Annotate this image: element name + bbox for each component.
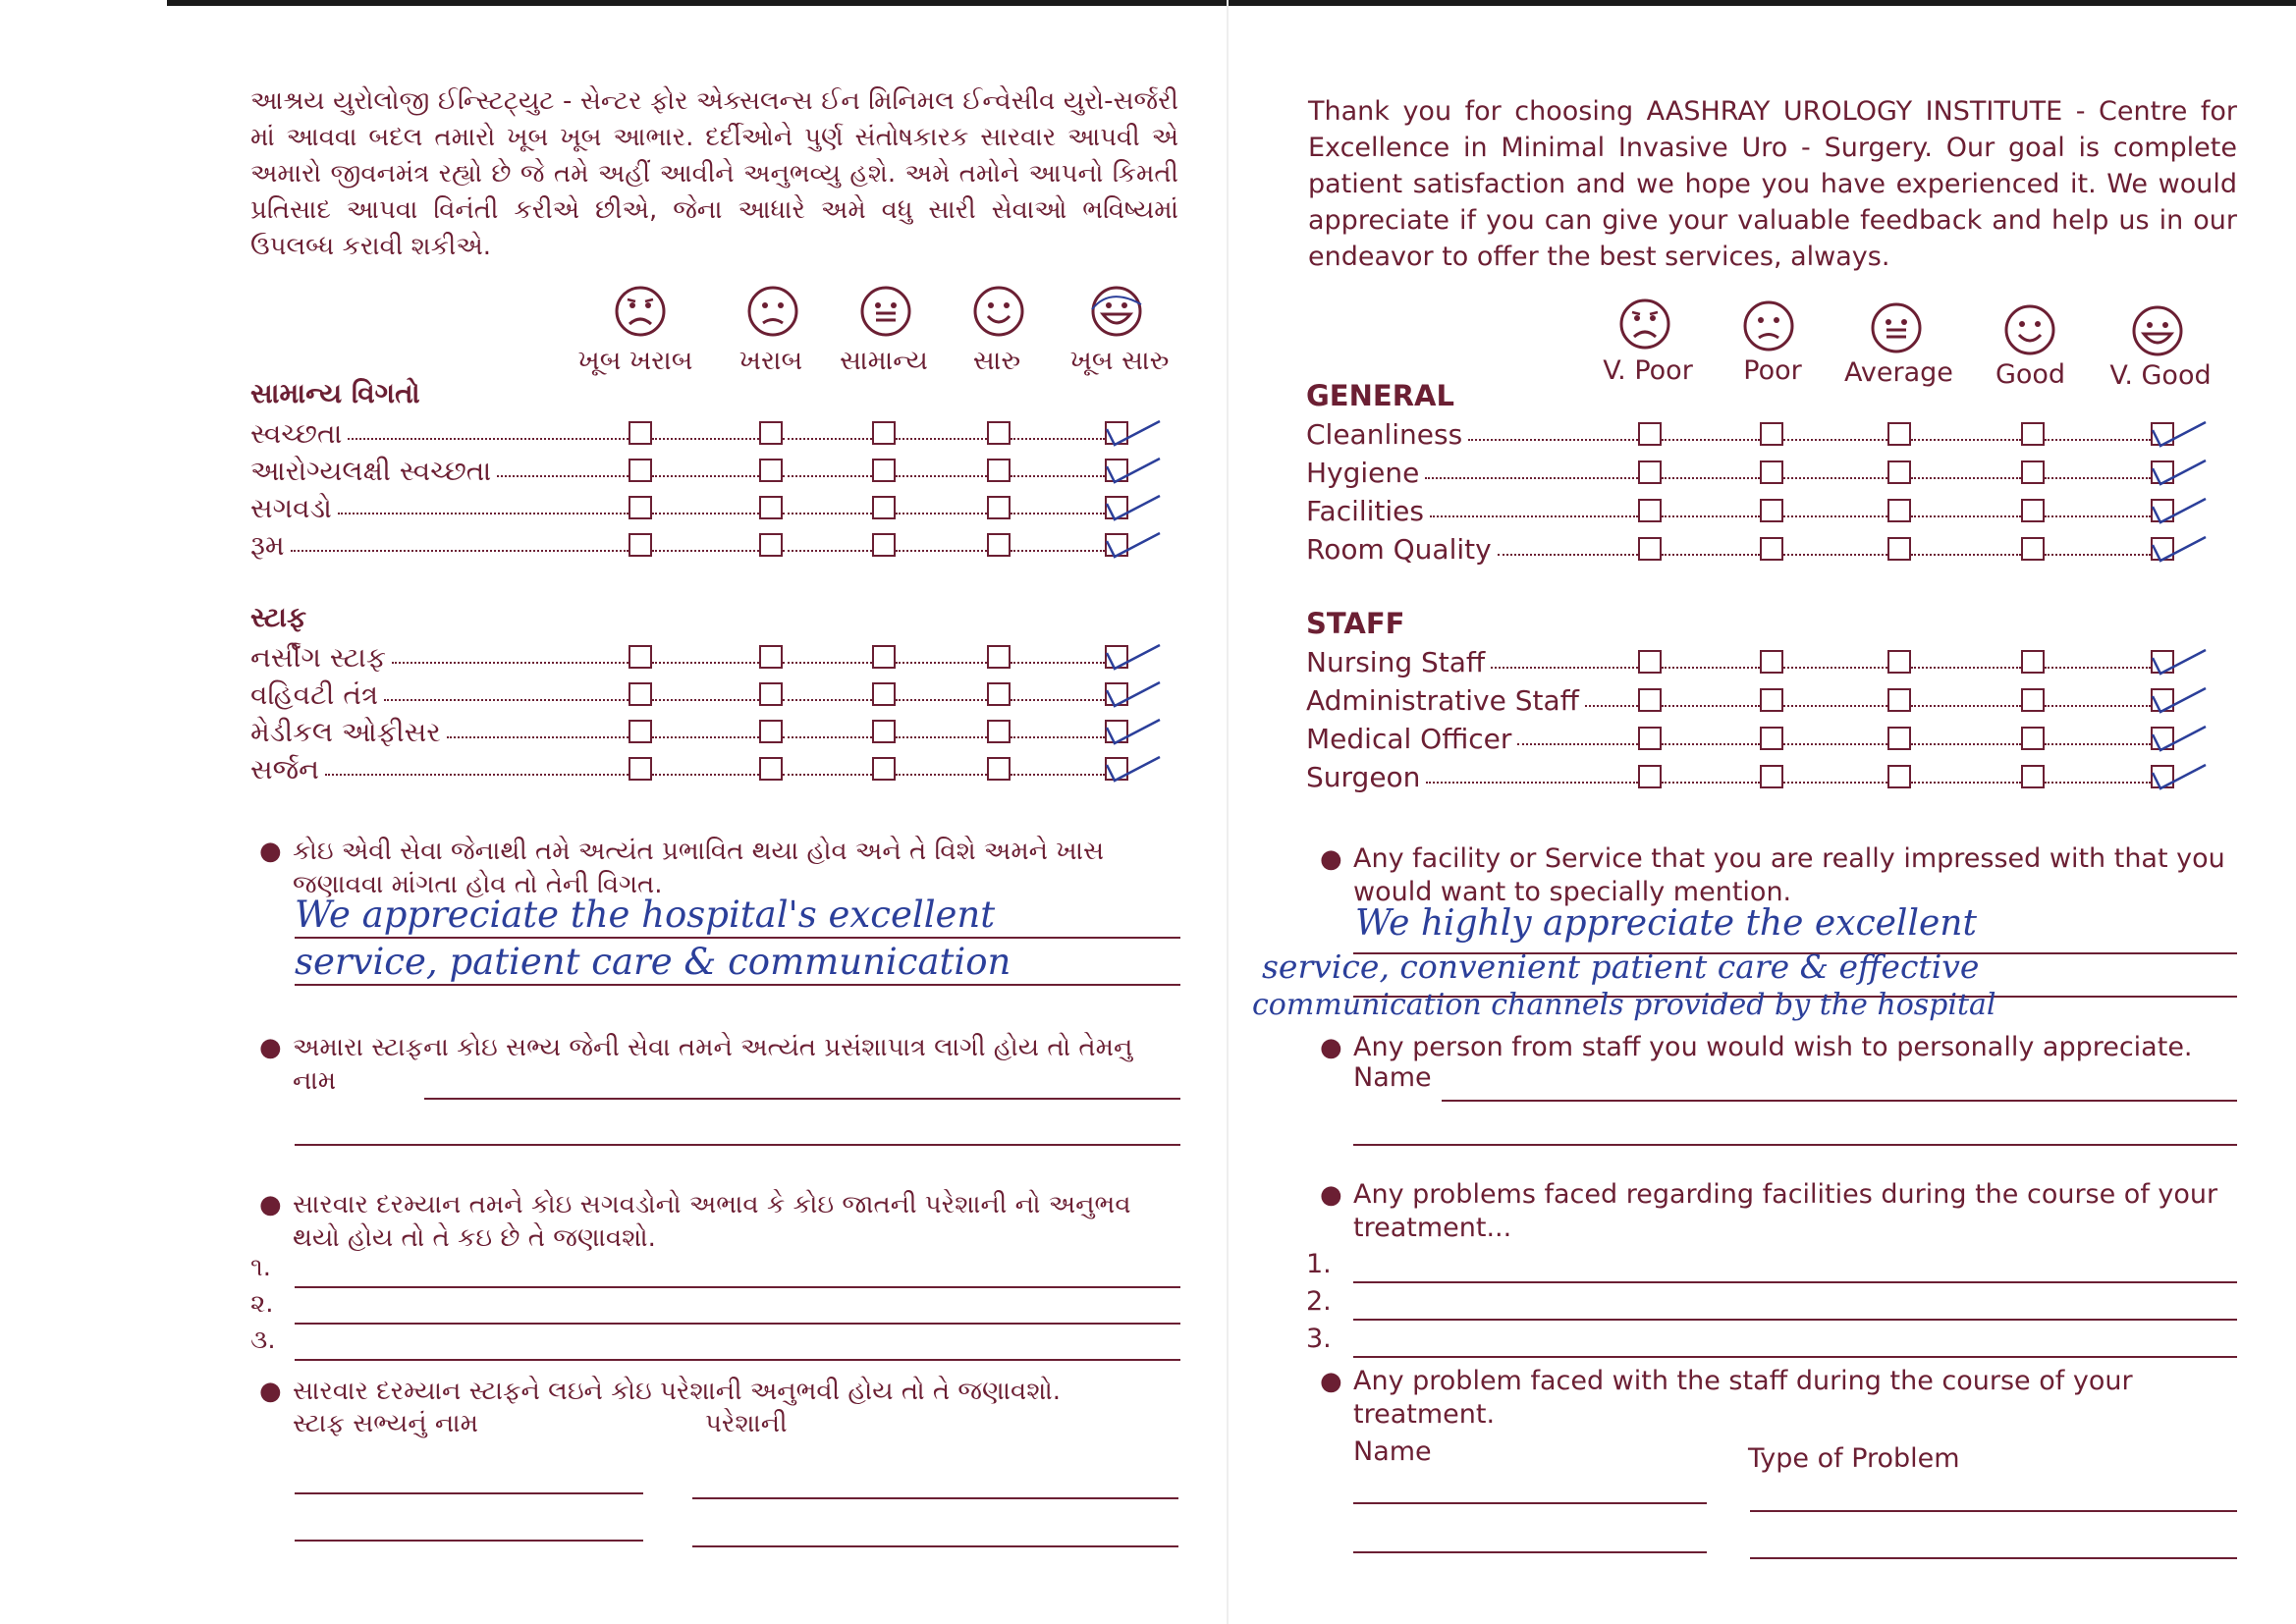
bullet-icon: ● <box>1320 1180 1342 1210</box>
dotted-leader <box>1662 554 1760 556</box>
checkbox-good[interactable] <box>2021 460 2045 484</box>
checkbox-very-poor[interactable] <box>629 645 652 669</box>
rating-row <box>250 753 1144 786</box>
dotted-leader <box>2045 477 2151 479</box>
rating-row <box>250 529 1144 563</box>
checkbox-average[interactable] <box>872 459 896 482</box>
dotted-leader <box>896 662 987 664</box>
checkbox-good[interactable] <box>2021 727 2045 750</box>
question-facility-problems <box>259 1188 1181 1255</box>
dotted-leader <box>1517 743 1638 745</box>
rating-row <box>1306 495 2190 528</box>
problem-type-line[interactable] <box>1750 1510 2237 1512</box>
checkbox-good[interactable] <box>987 682 1011 706</box>
dotted-leader <box>652 774 759 776</box>
checkbox-poor[interactable] <box>759 533 783 557</box>
dotted-leader <box>2045 554 2151 556</box>
checkbox-poor[interactable] <box>1760 688 1783 712</box>
checkbox-poor[interactable] <box>1760 537 1783 561</box>
row-label: નર્સીંગ સ્ટાફ <box>250 641 386 674</box>
dotted-leader <box>1911 705 2021 707</box>
dotted-leader <box>1783 439 1887 441</box>
problem-type-label: પરેશાની <box>705 1409 788 1438</box>
question-text: કોઇ એવી સેવા જેનાથી તમે અત્યંત પ્રભાવિત થયા હોવ અને તે વિશે અમને ખાસ જણાવવા માંગતા હોવ તો તેની વિગત. <box>293 837 1105 899</box>
dotted-leader <box>896 699 987 701</box>
average-face-icon <box>859 285 912 338</box>
problem-type-line[interactable] <box>692 1497 1178 1499</box>
dotted-leader <box>1911 667 2021 669</box>
dotted-leader <box>783 662 872 664</box>
problem-line-3[interactable] <box>295 1359 1180 1361</box>
question-text: સારવાર દરમ્યાન તમને કોઇ સગવડોનો અભાવ કે કોઇ જાતની પરેશાની નો અનુભવ થયો હોય તો તે કઇ છે તે જણાવશો. <box>293 1190 1131 1253</box>
checkbox-good[interactable] <box>987 720 1011 743</box>
checkbox-very-good[interactable] <box>1105 459 1128 482</box>
dotted-leader <box>2045 743 2151 745</box>
checkbox-very-poor[interactable] <box>1638 499 1662 522</box>
question-text: અમારા સ્ટાફના કોઇ સભ્ય જેની સેવા તમને અત્યંત પ્રસંશાપાત્ર લાગી હોય તો તેમનુ નામ <box>293 1033 1133 1096</box>
dotted-leader <box>1662 705 1760 707</box>
rating-row <box>1306 723 2190 756</box>
rating-row <box>1306 533 2190 567</box>
dotted-leader <box>783 550 872 552</box>
problem-line-2[interactable] <box>1353 1319 2237 1321</box>
dotted-leader <box>652 736 759 738</box>
checkbox-average[interactable] <box>1887 650 1911 674</box>
checkbox-very-good[interactable] <box>2151 727 2174 750</box>
handwritten-answer-line-2: service, convenient patient care & effective <box>1262 947 1980 986</box>
problem-number-3: 3. <box>1306 1324 1332 1354</box>
question-staff-problems <box>1320 1365 2237 1432</box>
dotted-leader <box>1911 515 2021 517</box>
answer-line[interactable] <box>1353 1144 2237 1146</box>
question-text: Any problem faced with the staff during the course of your treatment. <box>1353 1366 2133 1430</box>
dotted-leader <box>1662 439 1760 441</box>
checkbox-very-poor[interactable] <box>1638 727 1662 750</box>
checkbox-good[interactable] <box>2021 422 2045 446</box>
row-label: Nursing Staff <box>1306 646 1486 678</box>
rating-label-very-good: V. Good <box>2109 360 2212 391</box>
checkbox-good[interactable] <box>2021 499 2045 522</box>
problem-type-line[interactable] <box>1750 1557 2237 1559</box>
dotted-leader <box>652 513 759 514</box>
poor-face-icon <box>746 285 799 338</box>
dotted-leader <box>783 438 872 440</box>
english-page <box>1228 0 2296 1624</box>
dotted-leader <box>1011 736 1105 738</box>
checkbox-good[interactable] <box>987 496 1011 519</box>
general-heading: સામાન્ય વિગતો <box>250 377 420 409</box>
checkbox-average[interactable] <box>872 533 896 557</box>
dotted-leader <box>1498 554 1638 556</box>
checkbox-very-poor[interactable] <box>1638 650 1662 674</box>
row-label: રૂમ <box>250 529 285 562</box>
staff-name-label: Name <box>1353 1436 1432 1467</box>
checkbox-poor[interactable] <box>1760 650 1783 674</box>
checkbox-very-good[interactable] <box>1105 720 1128 743</box>
checkbox-average[interactable] <box>1887 688 1911 712</box>
poor-face-icon <box>1742 299 1795 352</box>
row-label: Cleanliness <box>1306 418 1463 451</box>
dotted-leader <box>783 736 872 738</box>
question-facility-problems <box>1320 1178 2237 1245</box>
checkbox-very-good[interactable] <box>1105 757 1128 781</box>
checkbox-good[interactable] <box>2021 650 2045 674</box>
checkbox-poor[interactable] <box>1760 422 1783 446</box>
checkbox-very-good[interactable] <box>2151 499 2174 522</box>
dotted-leader <box>447 736 629 738</box>
dotted-leader <box>1011 662 1105 664</box>
row-label: Hygiene <box>1306 457 1420 489</box>
checkbox-average[interactable] <box>1887 460 1911 484</box>
row-label: Medical Officer <box>1306 723 1512 755</box>
dotted-leader <box>1911 439 2021 441</box>
rating-row <box>1306 646 2190 679</box>
dotted-leader <box>1662 515 1760 517</box>
checkbox-very-poor[interactable] <box>629 533 652 557</box>
row-label: Surgeon <box>1306 761 1421 793</box>
rating-row <box>250 455 1144 488</box>
checkbox-good[interactable] <box>2021 688 2045 712</box>
dotted-leader <box>2045 667 2151 669</box>
handwritten-answer-line-1: We appreciate the hospital's excellent <box>295 893 996 936</box>
checkbox-very-poor[interactable] <box>1638 688 1662 712</box>
checkbox-poor[interactable] <box>1760 499 1783 522</box>
checkbox-poor[interactable] <box>759 682 783 706</box>
problem-number-1: ૧. <box>250 1253 272 1282</box>
bullet-icon: ● <box>259 1190 282 1219</box>
checkbox-very-good[interactable] <box>2151 650 2174 674</box>
row-label: Room Quality <box>1306 533 1492 566</box>
checkbox-very-good[interactable] <box>2151 537 2174 561</box>
dotted-leader <box>1911 743 2021 745</box>
rating-label-very-poor: V. Poor <box>1603 355 1693 386</box>
good-face-icon <box>2003 303 2056 356</box>
checkbox-average[interactable] <box>872 421 896 445</box>
rating-row <box>1306 457 2190 490</box>
average-face-icon <box>1870 301 1923 354</box>
dotted-leader <box>1468 439 1638 441</box>
staff-name-line[interactable] <box>1353 1551 1707 1553</box>
dotted-leader <box>1662 743 1760 745</box>
rating-label-very-poor: ખૂબ ખરાબ <box>577 346 693 376</box>
row-label: Facilities <box>1306 495 1424 527</box>
dotted-leader <box>896 513 987 514</box>
dotted-leader <box>1783 477 1887 479</box>
checkbox-poor[interactable] <box>759 645 783 669</box>
dotted-leader <box>392 662 629 664</box>
dotted-leader <box>1911 554 2021 556</box>
gujarati-intro: આશ્રય યુરોલોજી ઈન્સ્ટિટ્યુટ - સેન્ટર ફોર એક્સલન્સ ઈન મિનિમલ ઈન્વેસીવ યુરો-સર્જરી માં આવવા બદલ તમારો ખૂબ ખૂબ આભાર. દર્દીઓને પુર્ણ સંતોષકારક સારવાર આપવી એ અમારો જીવનમંત્ર રહ્યો છે જે તમે અહીં આવીને અનુભવ્યુ હશે. અમે તમોને આપનો કિમતી પ્રતિસાદ આપવા વિનંતી કરીએ છીએ, જેના આધારે અમે વધુ સારી સેવાઓ ભવિષ્યમાં ઉપલબ્ધ કરાવી શકીએ. <box>250 86 1178 261</box>
checkbox-poor[interactable] <box>759 459 783 482</box>
dotted-leader <box>2045 782 2151 784</box>
question-text: Any person from staff you would wish to personally appreciate. <box>1353 1032 2193 1062</box>
checkbox-very-good[interactable] <box>1105 533 1128 557</box>
checkbox-poor[interactable] <box>759 421 783 445</box>
staff-heading: STAFF <box>1306 607 1405 640</box>
problem-number-1: 1. <box>1306 1249 1332 1279</box>
checkbox-poor[interactable] <box>1760 765 1783 788</box>
dotted-leader <box>1783 705 1887 707</box>
rating-row <box>1306 684 2190 718</box>
dotted-leader <box>896 736 987 738</box>
dotted-leader <box>1011 513 1105 514</box>
checkbox-poor[interactable] <box>759 720 783 743</box>
checkbox-very-poor[interactable] <box>629 757 652 781</box>
dotted-leader <box>1425 477 1638 479</box>
very-poor-face-icon <box>1618 298 1671 351</box>
staff-name-line[interactable] <box>1353 1502 1707 1504</box>
very-good-face-icon <box>1090 285 1143 338</box>
checkbox-very-poor[interactable] <box>1638 422 1662 446</box>
checkbox-average[interactable] <box>1887 765 1911 788</box>
dotted-leader <box>896 774 987 776</box>
checkbox-very-good[interactable] <box>1105 421 1128 445</box>
bullet-icon: ● <box>1320 1367 1342 1396</box>
dotted-leader <box>652 475 759 477</box>
checkbox-very-poor[interactable] <box>629 682 652 706</box>
staff-name-line[interactable] <box>295 1492 643 1494</box>
row-label: સગવડો <box>250 492 332 524</box>
problem-number-2: 2. <box>1306 1286 1332 1317</box>
rating-label-average: સામાન્ય <box>840 346 928 376</box>
rating-row <box>250 678 1144 712</box>
very-poor-face-icon <box>614 285 667 338</box>
rating-row <box>1306 761 2190 794</box>
dotted-leader <box>1662 782 1760 784</box>
row-label: સર્જન <box>250 753 320 785</box>
rating-row <box>250 417 1144 451</box>
dotted-leader <box>1783 554 1887 556</box>
dotted-leader <box>1585 705 1638 707</box>
dotted-leader <box>1011 475 1105 477</box>
question-text: સારવાર દરમ્યાન સ્ટાફને લઇને કોઇ પરેશાની અનુભવી હોય તો તે જણાવશો. <box>293 1377 1062 1406</box>
checkbox-very-poor[interactable] <box>629 421 652 445</box>
checkbox-very-good[interactable] <box>2151 460 2174 484</box>
staff-heading: સ્ટાફ <box>250 601 307 633</box>
question-impressed-service <box>1320 842 2237 909</box>
dotted-leader <box>291 550 629 552</box>
checkbox-very-poor[interactable] <box>629 720 652 743</box>
checkbox-poor[interactable] <box>759 496 783 519</box>
problem-line-3[interactable] <box>1353 1356 2237 1358</box>
checkbox-average[interactable] <box>872 757 896 781</box>
dotted-leader <box>652 662 759 664</box>
question-staff-appreciate <box>1320 1031 2237 1064</box>
bullet-icon: ● <box>1320 1033 1342 1062</box>
bullet-icon: ● <box>1320 844 1342 874</box>
dotted-leader <box>338 513 629 514</box>
dotted-leader <box>1911 782 2021 784</box>
rating-row <box>250 641 1144 675</box>
question-staff-problems <box>259 1375 1181 1408</box>
row-label: આરોગ્યલક્ષી સ્વચ્છતા <box>250 455 492 487</box>
dotted-leader <box>1011 699 1105 701</box>
problem-line-2[interactable] <box>295 1323 1180 1325</box>
row-label: વહિવટી તંત્ર <box>250 678 379 711</box>
dotted-leader <box>1783 667 1887 669</box>
question-text: Any facility or Service that you are really impressed with that you would want to specially mention. <box>1353 843 2225 907</box>
checkbox-average[interactable] <box>872 645 896 669</box>
checkbox-very-good[interactable] <box>2151 422 2174 446</box>
staff-name-line[interactable] <box>1442 1100 2237 1102</box>
dotted-leader <box>896 550 987 552</box>
question-impressed-service <box>259 835 1181 901</box>
checkbox-poor[interactable] <box>759 757 783 781</box>
checkbox-very-poor[interactable] <box>629 459 652 482</box>
question-text: Any problems faced regarding facilities during the course of your treatment... <box>1353 1179 2218 1243</box>
checkbox-good[interactable] <box>987 757 1011 781</box>
checkbox-very-good[interactable] <box>2151 688 2174 712</box>
problem-number-2: ૨. <box>250 1289 274 1319</box>
dotted-leader <box>652 699 759 701</box>
rating-label-average: Average <box>1844 357 1953 388</box>
checkbox-good[interactable] <box>987 421 1011 445</box>
problem-line-1[interactable] <box>295 1286 1180 1288</box>
checkbox-very-good[interactable] <box>1105 682 1128 706</box>
good-face-icon <box>972 285 1025 338</box>
row-label: Administrative Staff <box>1306 684 1579 717</box>
dotted-leader <box>896 438 987 440</box>
checkbox-average[interactable] <box>1887 727 1911 750</box>
answer-line[interactable] <box>295 984 1180 986</box>
rating-row <box>1306 418 2190 452</box>
checkbox-average[interactable] <box>1887 422 1911 446</box>
problem-line-1[interactable] <box>1353 1281 2237 1283</box>
checkbox-good[interactable] <box>987 645 1011 669</box>
answer-line[interactable] <box>295 1144 1180 1146</box>
dotted-leader <box>783 513 872 514</box>
dotted-leader <box>652 550 759 552</box>
dotted-leader <box>2045 705 2151 707</box>
rating-label-poor: ખરાબ <box>738 346 803 376</box>
checkbox-poor[interactable] <box>1760 460 1783 484</box>
checkbox-good[interactable] <box>2021 765 2045 788</box>
checkbox-poor[interactable] <box>1760 727 1783 750</box>
dotted-leader <box>1783 782 1887 784</box>
problem-type-label: Type of Problem <box>1748 1443 1960 1474</box>
staff-name-label: Name <box>1353 1062 1432 1093</box>
answer-line[interactable] <box>295 937 1180 939</box>
row-label: સ્વચ્છતા <box>250 417 343 450</box>
dotted-leader <box>1491 667 1638 669</box>
handwritten-answer-line-2: service, patient care & communication <box>295 941 1011 983</box>
problem-number-3: ૩. <box>250 1326 276 1355</box>
bullet-icon: ● <box>259 1033 282 1062</box>
checkbox-average[interactable] <box>872 682 896 706</box>
checkbox-average[interactable] <box>872 720 896 743</box>
row-label: મેડીકલ ઓફીસર <box>250 716 441 748</box>
checkbox-very-good[interactable] <box>1105 496 1128 519</box>
dotted-leader <box>1011 438 1105 440</box>
staff-name-label: સ્ટાફ સભ્યનું નામ <box>293 1409 479 1438</box>
dotted-leader <box>1430 515 1638 517</box>
dotted-leader <box>652 438 759 440</box>
dotted-leader <box>384 699 629 701</box>
rating-label-good: સારુ <box>972 346 1021 376</box>
dotted-leader <box>896 475 987 477</box>
very-good-face-icon <box>2131 304 2184 357</box>
dotted-leader <box>2045 439 2151 441</box>
dotted-leader <box>2045 515 2151 517</box>
rating-row <box>250 492 1144 525</box>
checkbox-average[interactable] <box>872 496 896 519</box>
dotted-leader <box>1011 774 1105 776</box>
staff-name-line[interactable] <box>424 1098 1180 1100</box>
checkbox-very-poor[interactable] <box>1638 537 1662 561</box>
checkbox-very-poor[interactable] <box>629 496 652 519</box>
english-intro: Thank you for choosing AASHRAY UROLOGY INSTITUTE - Centre for Excellence in Minimal Invasive Uro - Surgery. Our goal is complete patient satisfaction and we hope you have experienced it. We would appreciate if you can give your valuable feedback and help us in our endeavor to offer the best services, always. <box>1308 96 2237 272</box>
dotted-leader <box>1783 515 1887 517</box>
rating-label-good: Good <box>1995 359 2066 390</box>
general-heading: GENERAL <box>1306 379 1454 412</box>
dotted-leader <box>497 475 629 477</box>
problem-type-line[interactable] <box>692 1545 1178 1547</box>
dotted-leader <box>1662 477 1760 479</box>
bullet-icon: ● <box>259 837 282 866</box>
rating-label-poor: Poor <box>1743 355 1802 386</box>
checkbox-average[interactable] <box>1887 537 1911 561</box>
handwritten-answer-line-3: communication channels provided by the hospital <box>1252 988 1996 1022</box>
checkbox-good[interactable] <box>987 459 1011 482</box>
dotted-leader <box>783 699 872 701</box>
rating-row <box>250 716 1144 749</box>
staff-name-line[interactable] <box>295 1540 643 1542</box>
question-staff-appreciate <box>259 1031 1181 1098</box>
rating-label-very-good: ખૂબ સારુ <box>1069 346 1170 376</box>
bullet-icon: ● <box>259 1377 282 1406</box>
checkbox-good[interactable] <box>987 533 1011 557</box>
dotted-leader <box>1662 667 1760 669</box>
dotted-leader <box>1011 550 1105 552</box>
dotted-leader <box>325 774 629 776</box>
checkbox-very-poor[interactable] <box>1638 460 1662 484</box>
dotted-leader <box>1911 477 2021 479</box>
dotted-leader <box>1783 743 1887 745</box>
dotted-leader <box>783 475 872 477</box>
checkbox-very-poor[interactable] <box>1638 765 1662 788</box>
handwritten-answer-line-1: We highly appreciate the excellent <box>1355 903 1977 944</box>
checkbox-good[interactable] <box>2021 537 2045 561</box>
dotted-leader <box>1426 782 1638 784</box>
dotted-leader <box>348 438 629 440</box>
checkbox-very-good[interactable] <box>2151 765 2174 788</box>
checkbox-very-good[interactable] <box>1105 645 1128 669</box>
dotted-leader <box>783 774 872 776</box>
checkbox-average[interactable] <box>1887 499 1911 522</box>
